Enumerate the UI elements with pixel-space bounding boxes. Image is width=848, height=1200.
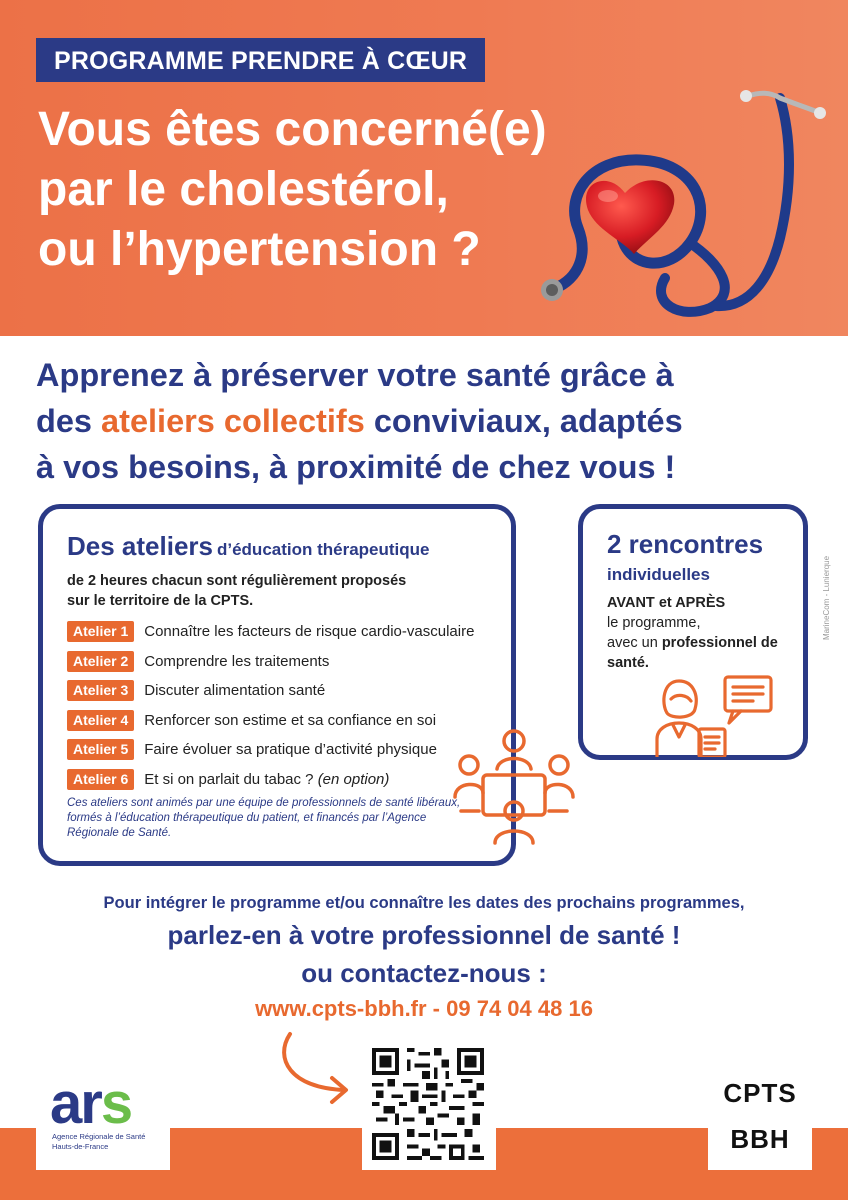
list-item [67, 647, 474, 677]
doctor-consultation-icon [649, 673, 779, 757]
list-item [67, 706, 474, 736]
workshop-text: Connaître les facteurs de risque cardio-vasculaire [144, 623, 475, 641]
intro-line: Apprenez à préserver votre santé grâce à [36, 357, 674, 393]
cta-contact: ou contactez-nous : [301, 958, 547, 988]
cta-heading: parlez-en à votre professionnel de santé ! [167, 920, 681, 950]
image-credit: MarineCom - Lunierque [822, 555, 831, 640]
intro-line [36, 398, 683, 444]
list-item [67, 765, 474, 795]
ars-logo-line: Agence Régionale de Santé [52, 1132, 146, 1141]
meetings-text-line: avec un [607, 635, 662, 651]
intro-text: conviviaux, adaptés [364, 403, 683, 439]
hero-title-line: par le cholestérol, [38, 163, 449, 216]
hero-banner [0, 0, 848, 336]
ars-logo-ar: ar [50, 1071, 101, 1136]
workshops-box [38, 504, 516, 866]
workshop-tag: Atelier 6 [67, 769, 134, 790]
workshop-text-main: Et si on parlait du tabac ? [144, 770, 318, 788]
meetings-text-line: le programme, [607, 615, 701, 631]
intro-heading [36, 352, 683, 490]
workshop-tag: Atelier 4 [67, 710, 134, 731]
workshops-title-main: Des ateliers [67, 531, 213, 561]
workshop-text: Faire évoluer sa pratique d’activité physique [144, 741, 437, 759]
workshops-title [67, 531, 430, 562]
ars-logo [36, 1071, 170, 1170]
meetings-text [607, 593, 797, 673]
meetings-bold-text: professionnel de santé. [607, 635, 778, 671]
workshop-text: Comprendre les traitements [144, 652, 330, 670]
individual-meetings-box [578, 504, 808, 760]
curved-arrow-icon [270, 1028, 360, 1108]
meetings-title: 2 rencontres [607, 529, 764, 559]
workshop-tag: Atelier 5 [67, 739, 134, 760]
list-item [67, 676, 474, 706]
hero-title-line: ou l’hypertension ? [38, 223, 481, 276]
qr-code-icon[interactable] [372, 1048, 484, 1160]
workshop-text [144, 771, 389, 788]
workshops-title-sub: d’éducation thérapeutique [216, 540, 430, 559]
stethoscope-heart-illustration [530, 78, 830, 328]
cpts-logo-line: CPTS [723, 1078, 797, 1108]
workshop-option-note: (en option) [317, 770, 390, 788]
ars-logo-word [50, 1071, 132, 1136]
list-item [67, 735, 474, 765]
hero-title-line: Vous êtes concerné(e) [38, 103, 547, 156]
workshop-text: Discuter alimentation santé [144, 682, 326, 700]
program-badge: PROGRAMME PRENDRE À CŒUR [36, 38, 485, 82]
workshops-note: Ces ateliers sont animés par une équipe de professionnels de santé libéraux, formés à l’éducation thérapeutique du patient, et financés par l’Agence Régionale de Santé. [67, 797, 461, 839]
workshop-text: Renforcer son estime et sa confiance en soi [144, 711, 437, 729]
intro-text: des [36, 403, 102, 439]
cpts-bbh-logo [708, 1066, 812, 1170]
meetings-subtitle: individuelles [607, 565, 710, 584]
group-meeting-icon [449, 727, 579, 847]
ars-logo-line: Hauts-de-France [52, 1142, 109, 1151]
workshops-list [67, 617, 474, 794]
workshop-tag: Atelier 1 [67, 621, 134, 642]
list-item [67, 617, 474, 647]
cta-intro: Pour intégrer le programme et/ou connaître les dates des prochains programmes, [103, 894, 745, 912]
hero-title [38, 100, 547, 280]
workshop-tag: Atelier 3 [67, 680, 134, 701]
meetings-bold-text: AVANT et APRÈS [607, 595, 726, 611]
intro-highlight: ateliers collectifs [101, 403, 365, 439]
workshops-subtitle: de 2 heures chacun sont régulièrement proposés sur le territoire de la CPTS. [67, 573, 407, 609]
cpts-logo-line: BBH [730, 1124, 790, 1154]
intro-line: à vos besoins, à proximité de chez vous ! [36, 449, 676, 485]
cta-website-phone[interactable]: www.cpts-bbh.fr - 09 74 04 48 16 [255, 996, 593, 1021]
ars-logo-s: s [100, 1071, 132, 1136]
workshop-tag: Atelier 2 [67, 651, 134, 672]
